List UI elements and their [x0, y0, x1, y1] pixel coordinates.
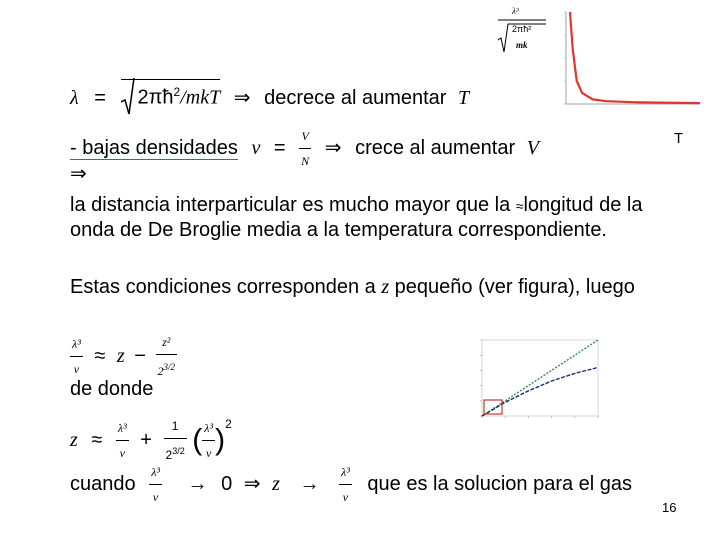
eq2-fraction-3: [202, 416, 215, 465]
last-line: [70, 460, 632, 509]
eq2-fraction-1: [116, 416, 129, 465]
eq1-den-exp: 3/2: [163, 362, 176, 372]
equation-1: [70, 330, 177, 383]
comparison-chart-frame: [482, 340, 598, 416]
last-implies: ⇒: [243, 472, 261, 495]
approx-symbol: ≈: [515, 198, 524, 214]
eq2-f1-den: ν: [119, 446, 125, 461]
eq2-f3-den: ν: [206, 446, 212, 461]
last-fraction-1: [149, 460, 162, 509]
last-z: z: [272, 472, 280, 495]
blue-series-line: [482, 367, 598, 416]
top-right-graph: [556, 8, 704, 112]
de-donde-text: de donde: [70, 378, 154, 400]
sqrt-sign: [121, 78, 135, 118]
implies-arrow-3: ⇒: [70, 163, 87, 185]
last-f2-den: ν: [342, 490, 349, 504]
paragraph-1: [70, 193, 670, 242]
decrece-text: decrece al aumentar: [264, 87, 447, 109]
cuando-text: cuando: [70, 472, 136, 495]
eq2-plus: +: [140, 429, 152, 451]
line-1: [70, 86, 469, 112]
eq1-frac-num: z²: [156, 330, 178, 355]
eq2-right-paren: ): [215, 423, 226, 457]
small-z-highlight-box: [484, 400, 502, 414]
eq1-minus: −: [134, 344, 146, 367]
top-formula: [494, 4, 550, 54]
last-fraction-2: [339, 460, 352, 509]
nu-symbol: ν: [251, 136, 261, 159]
v-over-n-fraction: [299, 124, 311, 173]
eq2-f2-den-exp: 3/2: [172, 446, 185, 457]
last-f2-num: λ³: [339, 460, 352, 485]
top-formula-num: λ³: [512, 6, 519, 16]
eq2-exponent: 2: [225, 417, 232, 431]
decay-curve: [570, 12, 700, 103]
over-mkt: /mkT: [180, 87, 221, 109]
lambda-cubed-over-nu: [70, 332, 83, 381]
comparison-chart: [468, 336, 604, 428]
last-f1-den: ν: [152, 490, 159, 504]
solucion-text: que es la solucion para el gas: [367, 472, 633, 495]
paragraph-1-text-b: longitud de la onda de De Broglie media a la temperatura correspondiente.: [70, 194, 643, 241]
paragraph-2: [70, 275, 660, 299]
bajas-densidades-text: - bajas densidades: [70, 136, 238, 159]
eq1-den-base: 2: [157, 364, 164, 378]
eq2-left-paren: (: [192, 423, 203, 457]
page-number: 16: [662, 500, 677, 515]
fraction-den-n: N: [301, 154, 310, 168]
hbar-exponent: 2: [173, 85, 181, 100]
implies-arrow-1: ⇒: [233, 87, 251, 109]
volume-symbol: V: [526, 136, 539, 159]
line-2: [70, 124, 539, 173]
eq2-f2-num: 1: [164, 414, 187, 439]
green-series-line: [482, 340, 598, 416]
eq2-z: z: [70, 429, 78, 451]
eq1-z: z: [116, 344, 125, 367]
equals-sign: =: [94, 87, 106, 109]
eq2-approx: ≈: [91, 429, 103, 451]
graph-t-label: T: [674, 130, 684, 147]
last-zero: 0: [221, 472, 233, 495]
paragraph-2-text-b: pequeño (ver figura), luego: [394, 276, 635, 298]
two-pi-hbar: 2πħ: [137, 87, 174, 109]
sqrt-expression: [121, 79, 220, 110]
fraction-num-v: V: [299, 124, 311, 149]
paragraph-2-text-a: Estas condiciones corresponden a: [70, 276, 376, 298]
equation-2: [70, 412, 232, 467]
eq2-f1-num: λ³: [116, 416, 129, 441]
lambda-symbol: λ: [70, 87, 79, 109]
paragraph-1-text-a: la distancia interparticular es mucho mayor que la: [70, 194, 511, 216]
top-formula-den-a: 2πħ²: [512, 24, 532, 34]
decay-chart: [556, 8, 704, 112]
eq2-f2-den-base: 2: [165, 448, 173, 463]
implies-arrow-2: ⇒: [324, 136, 342, 159]
last-f1-num: λ³: [149, 460, 162, 485]
z-squared-fraction: [156, 330, 178, 383]
eq1-den: ν: [73, 362, 80, 376]
z-symbol-inline: z: [381, 276, 390, 298]
eq2-f3-num: λ³: [202, 416, 215, 441]
last-arrow-2: →: [299, 472, 320, 495]
top-formula-den-b: mk: [516, 40, 528, 50]
temperature-symbol: T: [458, 87, 470, 109]
last-arrow-1: →: [187, 472, 208, 495]
eq1-approx: ≈: [94, 344, 106, 367]
equals-sign-2: =: [273, 136, 286, 159]
bottom-right-graph: [468, 336, 604, 428]
eq1-frac-den: [156, 355, 178, 383]
eq1-num: λ³: [70, 332, 83, 357]
crece-text: crece al aumentar: [355, 136, 516, 159]
